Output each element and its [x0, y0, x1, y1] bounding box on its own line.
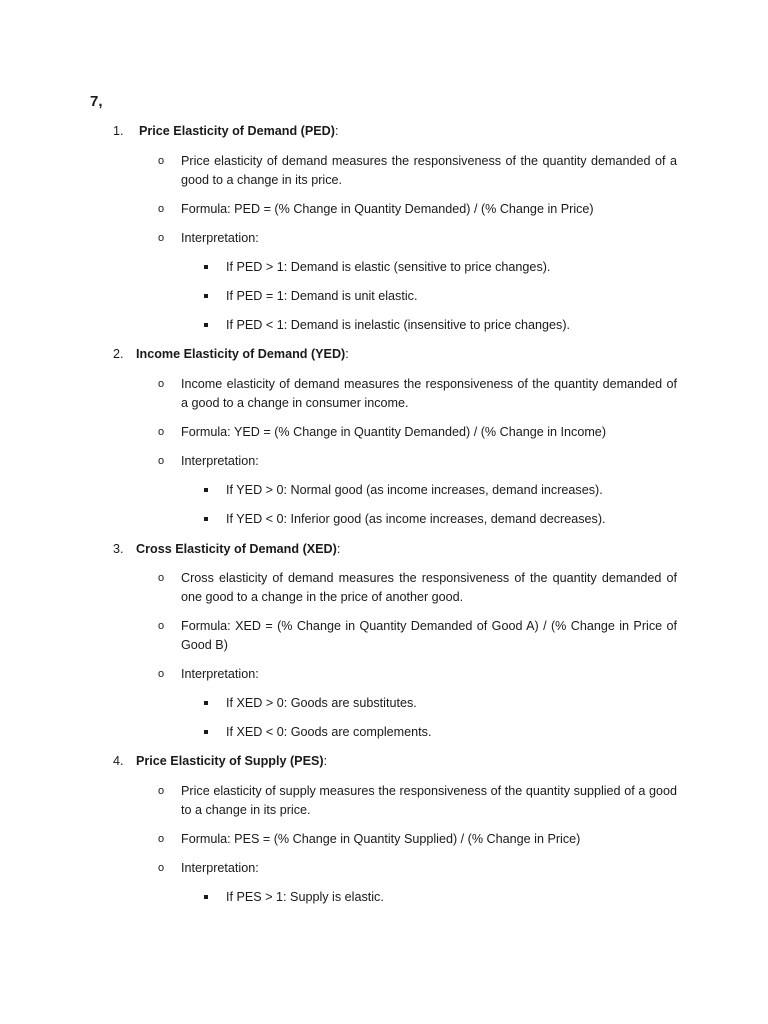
section-number: 2. [113, 347, 124, 361]
square-bullet-icon [204, 517, 208, 521]
sub-bullet-marker: o [158, 862, 165, 874]
definition-text: Price elasticity of demand measures the responsiveness of the quantity demanded of a good to a change in its price. [181, 154, 677, 187]
interpretation-item: If PED > 1: Demand is elastic (sensitive to price changes). [226, 260, 551, 274]
definition-text: Price elasticity of supply measures the responsiveness of the quantity supplied of a good to a change in its price. [181, 784, 677, 817]
sub-bullet-marker: o [158, 378, 165, 390]
square-bullet-icon [204, 265, 208, 269]
interpretation-label: Interpretation: [181, 667, 259, 681]
formula-text: Formula: YED = (% Change in Quantity Demanded) / (% Change in Income) [181, 425, 607, 439]
interpretation-label: Interpretation: [181, 861, 259, 875]
section-title: Price Elasticity of Supply (PES): [136, 754, 328, 768]
square-bullet-icon [204, 701, 208, 705]
sub-bullet-marker: o [158, 572, 165, 584]
sub-bullet-marker: o [158, 785, 165, 797]
definition-text: Income elasticity of demand measures the responsiveness of the quantity demanded of a good to a change in consumer income. [181, 377, 677, 410]
square-bullet-icon [204, 895, 208, 899]
formula-text: Formula: PED = (% Change in Quantity Demanded) / (% Change in Price) [181, 202, 594, 216]
sub-bullet-marker: o [158, 833, 165, 845]
formula-text: Formula: XED = (% Change in Quantity Demanded of Good A) / (% Change in Price of Good B) [181, 619, 677, 652]
square-bullet-icon [204, 488, 208, 492]
interpretation-label: Interpretation: [181, 454, 259, 468]
section-title: Price Elasticity of Demand (PED): [139, 124, 339, 138]
section-number: 3. [113, 542, 124, 556]
section-title-text: Income Elasticity of Demand (YED) [136, 347, 346, 361]
interpretation-item: If PES > 1: Supply is elastic. [226, 890, 384, 904]
interpretation-item: If PED = 1: Demand is unit elastic. [226, 289, 418, 303]
sub-bullet-marker: o [158, 455, 165, 467]
formula-text: Formula: PES = (% Change in Quantity Supplied) / (% Change in Price) [181, 832, 581, 846]
sub-bullet-marker: o [158, 668, 165, 680]
sub-bullet-marker: o [158, 232, 165, 244]
sub-bullet-marker: o [158, 203, 165, 215]
section-number: 4. [113, 754, 124, 768]
sub-bullet-marker: o [158, 620, 165, 632]
square-bullet-icon [204, 323, 208, 327]
section-title-text: Price Elasticity of Supply (PES) [136, 754, 324, 768]
section-title-text: Price Elasticity of Demand (PED) [139, 124, 335, 138]
interpretation-label: Interpretation: [181, 231, 259, 245]
interpretation-item: If PED < 1: Demand is inelastic (insensitive to price changes). [226, 318, 571, 332]
interpretation-item: If YED < 0: Inferior good (as income increases, demand decreases). [226, 512, 606, 526]
definition-text: Cross elasticity of demand measures the responsiveness of the quantity demanded of one good to a change in the price of another good. [181, 571, 677, 604]
interpretation-item: If XED > 0: Goods are substitutes. [226, 696, 417, 710]
square-bullet-icon [204, 294, 208, 298]
interpretation-item: If XED < 0: Goods are complements. [226, 725, 432, 739]
section-number: 1. [113, 124, 124, 138]
sub-bullet-marker: o [158, 426, 165, 438]
section-title-text: Cross Elasticity of Demand (XED) [136, 542, 337, 556]
section-title: Cross Elasticity of Demand (XED): [136, 542, 341, 556]
section-title: Income Elasticity of Demand (YED): [136, 347, 349, 361]
question-number: 7, [90, 93, 103, 110]
sub-bullet-marker: o [158, 155, 165, 167]
square-bullet-icon [204, 730, 208, 734]
interpretation-item: If YED > 0: Normal good (as income increases, demand increases). [226, 483, 603, 497]
